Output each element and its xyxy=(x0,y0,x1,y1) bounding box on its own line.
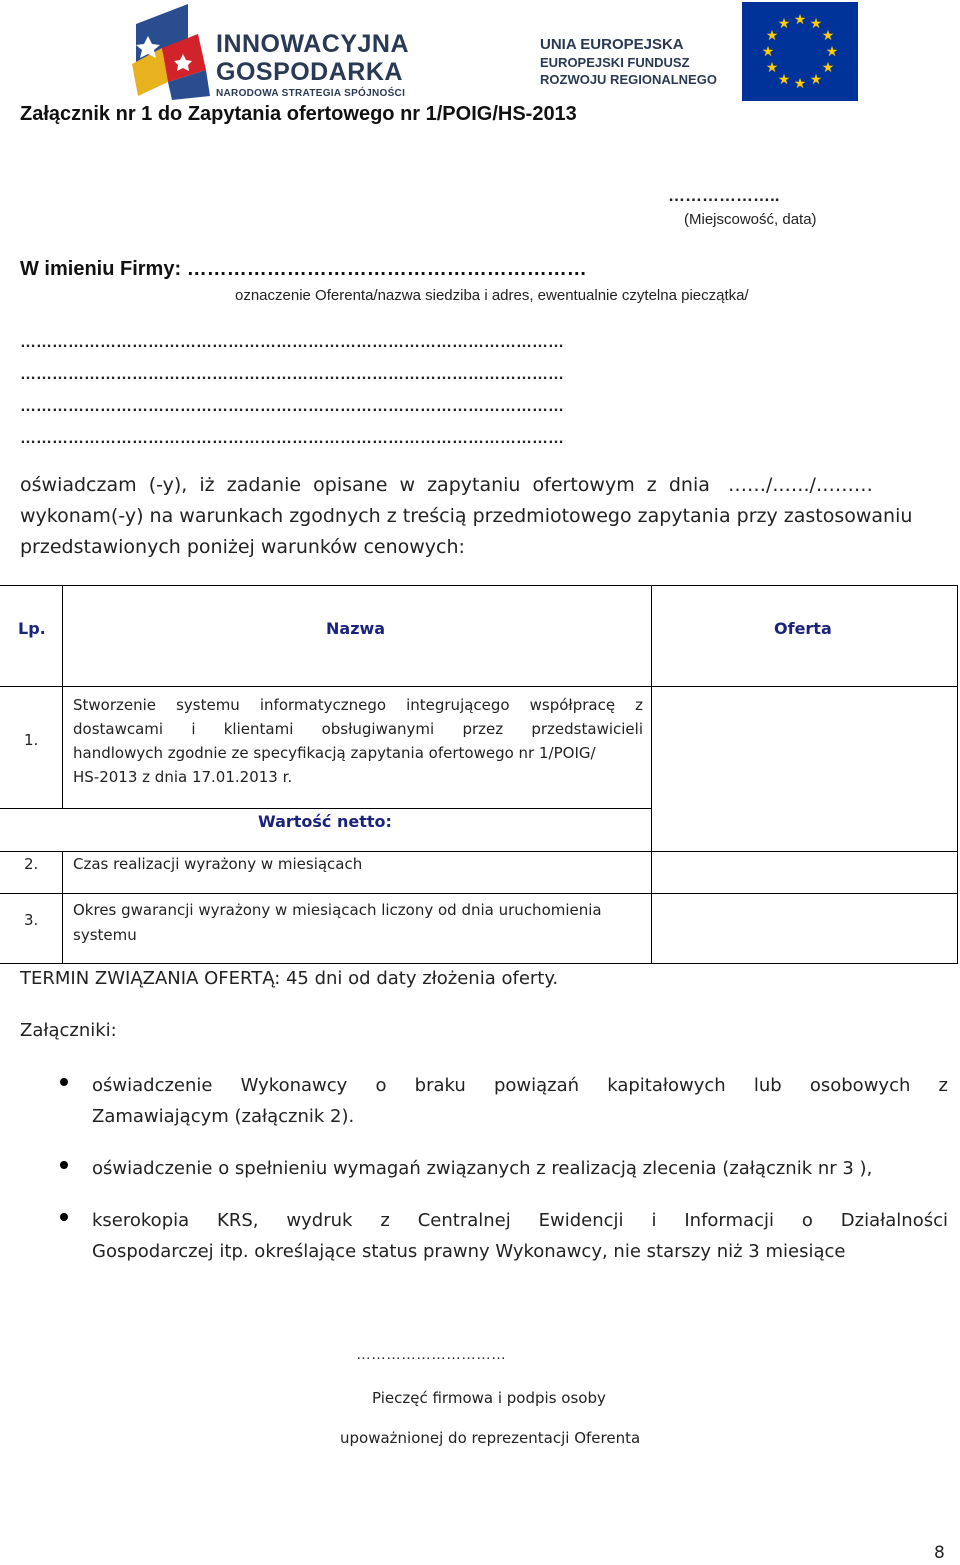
header-oferta: Oferta xyxy=(774,619,832,638)
attachment-item-3-line1: kserokopia KRS, wydruk z Centralnej Ewidencji i Informacji o Działalności xyxy=(92,1210,948,1231)
declaration-line3: przedstawionych poniżej warunków cenowych: xyxy=(20,536,465,558)
place-date-caption: (Miejscowość, data) xyxy=(684,211,817,228)
attachment-item-1 xyxy=(92,1070,948,1132)
svg-text:★: ★ xyxy=(765,60,779,76)
company-caption: oznaczenie Oferenta/nazwa siedziba i adres, ewentualnie czytelna pieczątka/ xyxy=(235,287,749,304)
svg-text:★: ★ xyxy=(793,76,807,92)
row1-description xyxy=(73,693,643,789)
logo-left-line2: GOSPODARKA xyxy=(216,58,403,86)
row1-line4: HS-2013 z dnia 17.01.2013 r. xyxy=(73,768,293,786)
attachment-item-2 xyxy=(92,1153,952,1184)
dot-line-1: ………………………………………………………………………………………… xyxy=(20,334,564,351)
row2-text: Czas realizacji wyrażony w miesiącach xyxy=(73,855,363,873)
logo-right-line3: ROZWOJU REGIONALNEGO xyxy=(540,72,717,87)
svg-text:★: ★ xyxy=(809,16,823,32)
svg-text:★: ★ xyxy=(761,44,775,60)
svg-text:★: ★ xyxy=(777,16,791,32)
dot-line-3: ………………………………………………………………………………………… xyxy=(20,398,564,415)
declaration-line2: wykonam(-y) na warunkach zgodnych z treścią przedmiotowego zapytania przy zastosowaniu xyxy=(20,505,913,527)
svg-text:★: ★ xyxy=(825,44,839,60)
signature-line2: upoważnionej do reprezentacji Oferenta xyxy=(340,1429,641,1447)
dot-line-2: ………………………………………………………………………………………… xyxy=(20,366,564,383)
header-nazwa: Nazwa xyxy=(326,619,386,638)
signature-line1: Pieczęć firmowa i podpis osoby xyxy=(372,1389,606,1407)
net-value-label: Wartość netto: xyxy=(258,812,392,831)
company-label: W imieniu Firmy: xyxy=(20,258,187,280)
page-number: 8 xyxy=(934,1543,945,1563)
company-line xyxy=(20,258,587,281)
company-dots: …………………………………………………… xyxy=(186,258,587,280)
attachment-item-2-line1: oświadczenie o spełnieniu wymagań związanych z realizacją zlecenia (załącznik nr 3 ), xyxy=(92,1158,873,1179)
dot-line-4: ………………………………………………………………………………………… xyxy=(20,430,564,447)
attachment-item-1-line2: Zamawiającym (załącznik 2). xyxy=(92,1106,355,1127)
logo-left-line1: INNOWACYJNA xyxy=(216,30,410,58)
svg-text:★: ★ xyxy=(777,72,791,88)
svg-text:★: ★ xyxy=(821,60,835,76)
bullet-icon xyxy=(60,1078,68,1086)
row1-line1: Stworzenie systemu informatycznego integrującego współpracę z xyxy=(73,696,643,714)
binding-term: TERMIN ZWIĄZANIA OFERTĄ: 45 dni od daty złożenia oferty. xyxy=(20,968,559,989)
svg-text:★: ★ xyxy=(793,12,807,28)
innowacyjna-logo-graphic xyxy=(128,4,214,100)
eu-flag-icon xyxy=(742,2,858,101)
declaration-line1: oświadczam (-y), iż zadanie opisane w zapytaniu ofertowym z dnia ……/..…./……… xyxy=(20,474,873,496)
bullet-icon xyxy=(60,1213,68,1221)
place-date-dots: ……………….. xyxy=(668,186,780,205)
row1-line3: handlowych zgodnie ze specyfikacją zapytania ofertowego nr 1/POIG/ xyxy=(73,744,596,762)
svg-text:★: ★ xyxy=(821,28,835,44)
svg-text:★: ★ xyxy=(765,28,779,44)
row3-text xyxy=(73,898,602,948)
row1-line2: dostawcami i klientami obsługiwanymi przez przedstawicieli xyxy=(73,720,643,738)
attachment-item-3 xyxy=(92,1205,948,1267)
row2-lp: 2. xyxy=(24,855,39,873)
logo-left-line3: NARODOWA STRATEGIA SPÓJNOŚCI xyxy=(216,88,406,99)
row3-lp: 3. xyxy=(24,911,39,929)
bullet-icon xyxy=(60,1161,68,1169)
signature-dots: ………………………… xyxy=(356,1346,506,1363)
row3-line1: Okres gwarancji wyrażony w miesiącach liczony od dnia uruchomienia xyxy=(73,901,602,919)
logo-right-line2: EUROPEJSKI FUNDUSZ xyxy=(540,55,690,70)
attachment-item-3-line2: Gospodarczej itp. określające status prawny Wykonawcy, nie starszy niż 3 miesiące xyxy=(92,1241,846,1262)
row1-lp: 1. xyxy=(24,731,39,749)
innowacyjna-gospodarka-logo xyxy=(128,4,448,100)
svg-text:★: ★ xyxy=(809,72,823,88)
row3-line2: systemu xyxy=(73,926,137,944)
document-title: Załącznik nr 1 do Zapytania ofertowego nr 1/POIG/HS-2013 xyxy=(20,103,577,125)
logo-right-line1: UNIA EUROPEJSKA xyxy=(540,36,684,53)
header-lp: Lp. xyxy=(18,619,46,638)
attachments-label: Załączniki: xyxy=(20,1020,117,1041)
attachment-item-1-line1: oświadczenie Wykonawcy o braku powiązań kapitałowych lub osobowych z xyxy=(92,1075,948,1096)
